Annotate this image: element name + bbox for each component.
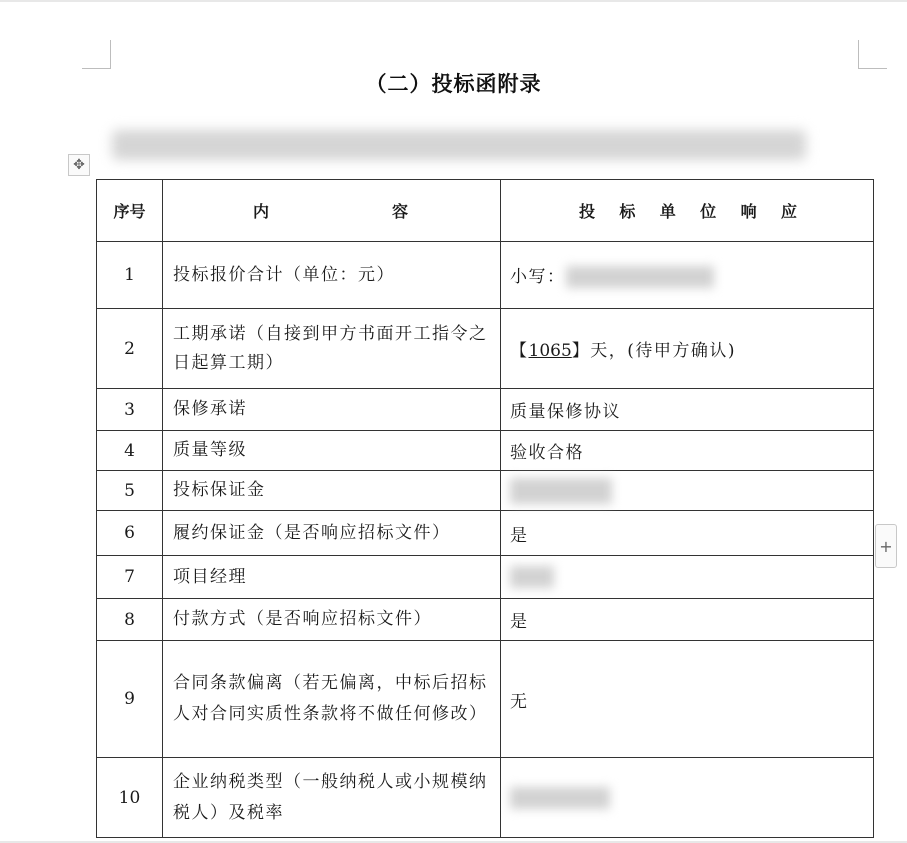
add-row-button[interactable] [875, 524, 897, 568]
row-response[interactable] [501, 758, 874, 838]
table-row [97, 309, 874, 389]
redacted-project-name [112, 130, 806, 160]
move-icon: ✥ [73, 157, 85, 173]
row-response[interactable]: 验收合格 [501, 431, 874, 471]
row-content: 项目经理 [163, 556, 501, 599]
row-number: 1 [97, 242, 163, 309]
row-number: 10 [97, 758, 163, 838]
crop-mark-top-left [82, 40, 111, 69]
row-number: 6 [97, 511, 163, 556]
row-response[interactable] [501, 471, 874, 511]
header-content: 内 容 [163, 180, 501, 242]
row-content: 投标报价合计（单位：元） [163, 242, 501, 309]
row-content: 合同条款偏离（若无偏离，中标后招标人对合同实质性条款将不做任何修改） [163, 641, 501, 758]
row-response[interactable]: 【1065】天，(待甲方确认) [501, 309, 874, 389]
row-number: 9 [97, 641, 163, 758]
table-row [97, 599, 874, 641]
row-response[interactable]: 无 [501, 641, 874, 758]
row-content: 质量等级 [163, 431, 501, 471]
row-number: 4 [97, 431, 163, 471]
row-number: 5 [97, 471, 163, 511]
row-content: 保修承诺 [163, 389, 501, 431]
table-row [97, 242, 874, 309]
row-response[interactable] [501, 556, 874, 599]
redacted-tax-info [510, 787, 610, 809]
page-top-border [0, 0, 907, 2]
crop-mark-top-right [858, 40, 887, 69]
duration-value: 1065 [528, 341, 572, 361]
page-title: （二）投标函附录 [365, 72, 542, 96]
row-content: 工期承诺（自接到甲方书面开工指令之日起算工期） [163, 309, 501, 389]
table-row [97, 758, 874, 838]
row-response[interactable]: 质量保修协议 [501, 389, 874, 431]
table-header-row [97, 180, 874, 242]
redacted-manager-name [510, 566, 554, 588]
row-response[interactable]: 是 [501, 511, 874, 556]
redacted-price [566, 266, 714, 288]
redacted-deposit [510, 478, 612, 504]
row-number: 2 [97, 309, 163, 389]
plus-icon: + [879, 536, 893, 556]
table-row [97, 389, 874, 431]
row-number: 8 [97, 599, 163, 641]
row-response[interactable]: 是 [501, 599, 874, 641]
row-number: 7 [97, 556, 163, 599]
table-row [97, 556, 874, 599]
table-row [97, 511, 874, 556]
header-no: 序号 [97, 180, 163, 242]
row-content: 履约保证金（是否响应招标文件） [163, 511, 501, 556]
row-content: 企业纳税类型（一般纳税人或小规模纳税人）及税率 [163, 758, 501, 838]
header-response: 投 标 单 位 响 应 [501, 180, 874, 242]
table-row [97, 431, 874, 471]
appendix-table [96, 179, 874, 838]
table-row [97, 641, 874, 758]
row-content: 投标保证金 [163, 471, 501, 511]
table-row [97, 471, 874, 511]
row-number: 3 [97, 389, 163, 431]
table-move-handle[interactable] [68, 154, 90, 176]
row-content: 付款方式（是否响应招标文件） [163, 599, 501, 641]
row-response[interactable]: 小写： [501, 242, 874, 309]
